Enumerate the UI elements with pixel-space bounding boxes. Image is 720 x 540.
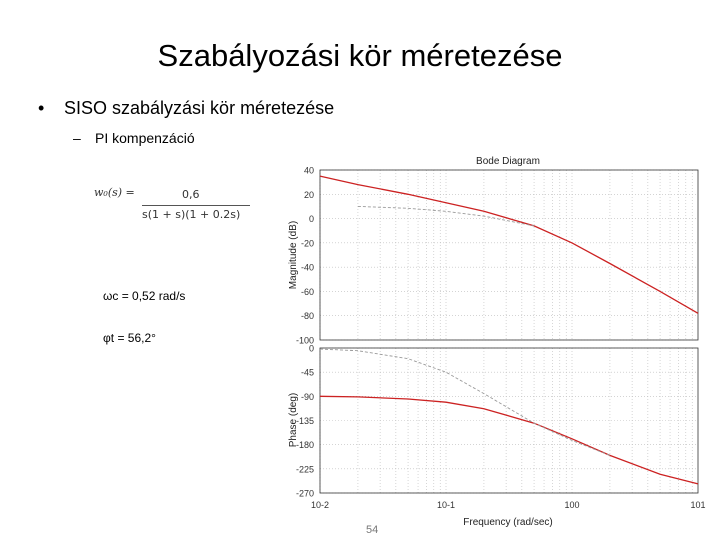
formula-numerator: 0,6 bbox=[182, 188, 200, 201]
page-number: 54 bbox=[366, 524, 379, 536]
magnitude-y-tick-label: -100 bbox=[295, 335, 314, 346]
formula-denominator: s(1 + s)(1 + 0.2s) bbox=[142, 208, 241, 221]
x-tick-label: 101 bbox=[690, 500, 706, 510]
x-tick-label: 100 bbox=[564, 500, 580, 510]
plot-layer bbox=[296, 166, 706, 511]
magnitude-y-tick-label: 40 bbox=[303, 165, 314, 176]
phase-y-tick-label: -225 bbox=[295, 464, 314, 475]
phase-y-tick-label: -45 bbox=[300, 367, 314, 378]
magnitude-y-tick-label: 0 bbox=[308, 214, 314, 225]
x-tick-label: 10-2 bbox=[310, 500, 330, 510]
formula-lhs: w₀(s) = bbox=[94, 186, 135, 199]
x-tick-label: 10-1 bbox=[436, 500, 456, 510]
magnitude-y-tick-label: -40 bbox=[300, 262, 314, 273]
magnitude-y-tick-label: -80 bbox=[300, 311, 314, 322]
bullet-text: SISO szabályzási kör méretezése bbox=[64, 98, 335, 118]
magnitude-y-tick-label: -20 bbox=[300, 238, 314, 249]
phase-y-tick-label: -90 bbox=[300, 391, 314, 402]
sub-bullet-dash: – bbox=[73, 130, 81, 146]
magnitude-y-tick-label: -60 bbox=[300, 286, 314, 297]
phase-series-line-1 bbox=[320, 396, 698, 484]
magnitude-y-tick-label: 20 bbox=[303, 189, 314, 200]
phase-y-label: Phase (deg) bbox=[288, 392, 299, 448]
magnitude-axes-frame bbox=[320, 170, 698, 340]
magnitude-y-label: Magnitude (dB) bbox=[288, 220, 299, 290]
phase-y-tick-label: -135 bbox=[295, 416, 314, 426]
phase-y-tick-label: -180 bbox=[295, 440, 314, 451]
bullet-dot: • bbox=[38, 98, 45, 118]
sub-bullet-text: PI kompenzáció bbox=[95, 130, 195, 146]
x-axis-label: Frequency (rad/sec) bbox=[463, 517, 553, 528]
slide-title: Szabályozási kör méretezése bbox=[157, 38, 563, 73]
phase-y-tick-label: 0 bbox=[308, 343, 314, 354]
phase-margin: φt = 56,2° bbox=[103, 331, 156, 345]
crossover-frequency: ωc = 0,52 rad/s bbox=[103, 289, 186, 303]
phase-y-tick-label: -270 bbox=[295, 488, 314, 499]
chart-title: Bode Diagram bbox=[476, 156, 540, 167]
magnitude-series-line-1 bbox=[320, 176, 698, 313]
